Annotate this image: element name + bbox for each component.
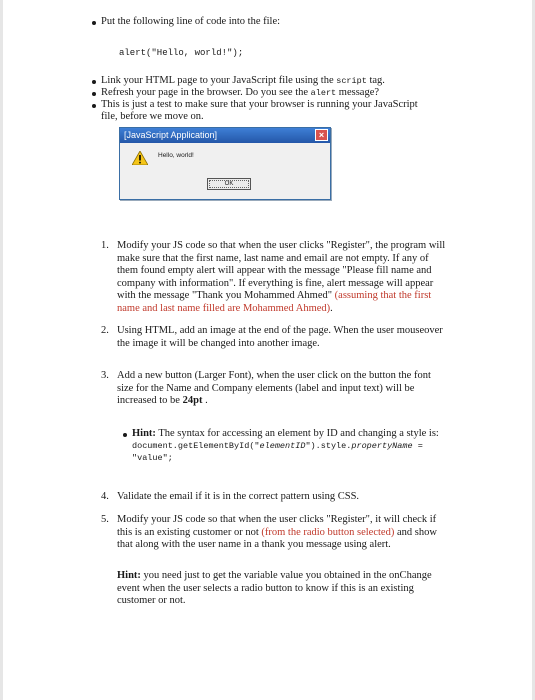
- item-1-line: them found empty alert will appear with the message "Please fill name and: [117, 265, 432, 276]
- item-1-line: [117, 290, 462, 303]
- text: Refresh your page in the browser. Do you see the: [101, 87, 311, 98]
- bullet-test-line1: This is just a test to make sure that your browser is running your JavaScript: [101, 99, 418, 110]
- item-number: 5.: [101, 514, 109, 525]
- item-5: [117, 514, 462, 552]
- code-inline: script: [336, 76, 367, 86]
- bullet-dot: [92, 104, 96, 108]
- hint-line: [117, 570, 462, 583]
- code-text: "value";: [132, 453, 173, 463]
- ok-button[interactable]: OK: [207, 178, 251, 190]
- red-text: name and last name filled are Mohammed Ahmed): [117, 302, 331, 314]
- item-number: 3.: [101, 370, 109, 381]
- hint-line: [132, 428, 462, 440]
- text: .: [330, 302, 333, 314]
- text: message?: [336, 87, 380, 98]
- code-text: document.getElementById(": [132, 441, 260, 451]
- hint-code-line: [132, 440, 462, 452]
- item-3-line: [117, 395, 462, 408]
- item-4: [117, 491, 462, 504]
- dialog-message: Hello, world!: [158, 152, 194, 159]
- text: and show: [394, 526, 437, 538]
- item-1-line: [117, 303, 462, 316]
- bold-text: Hint:: [117, 570, 141, 581]
- page-left-edge: [0, 0, 3, 700]
- item-2: [117, 325, 462, 350]
- hint-line: customer or not.: [117, 595, 186, 606]
- hint-line: event when the user selects a radio button to know if this is an existing: [117, 582, 414, 594]
- alert-dialog: [119, 127, 331, 200]
- bullet-refresh: [101, 87, 379, 100]
- bullet-link-js: [101, 75, 385, 88]
- item-number: 1.: [101, 240, 109, 251]
- bullet-test-line2: file, before we move on.: [101, 111, 204, 122]
- bullet-put-code: Put the following line of code into the file:: [101, 16, 281, 27]
- bold-text: Hint:: [132, 428, 156, 439]
- bullet-dot: [123, 433, 127, 437]
- hint-onchange: [117, 570, 462, 608]
- item-5-line: Modify your JS code so that when the user clicks "Register", it will check if: [117, 514, 437, 525]
- bullet-dot: [92, 92, 96, 96]
- item-5-line: that along with the user name in a thank you message using alert.: [117, 539, 391, 550]
- item-3-line: size for the Name and Company elements (label and input text) will be: [117, 382, 415, 394]
- item-4-line: Validate the email if it is in the correct pattern using CSS.: [117, 491, 360, 502]
- text: Link your HTML page to your JavaScript file using the: [101, 75, 337, 86]
- item-5-line: [117, 527, 462, 540]
- item-1: [117, 240, 462, 315]
- code-italic: elementID: [259, 441, 306, 451]
- hint-code-line: [132, 452, 462, 464]
- red-text: (assuming that the first: [334, 290, 432, 301]
- item-3-line: Add a new button (Larger Font), when the user click on the button the font: [117, 370, 431, 381]
- text: increased to be: [117, 395, 183, 406]
- item-1-line: make sure that the first name, last name and email are not empty. If any of: [117, 252, 429, 264]
- text: with the message "Thank you Mohammed Ahmed": [117, 290, 335, 301]
- item-3: [117, 370, 462, 408]
- item-1-line: Modify your JS code so that when the user clicks "Register", the program will: [117, 240, 446, 251]
- text: you need just to get the variable value you obtained in the onChange: [140, 570, 432, 581]
- bold-text: 24pt: [182, 395, 203, 406]
- bullet-dot: [92, 80, 96, 84]
- item-number: 2.: [101, 325, 109, 336]
- close-icon[interactable]: ×: [315, 129, 328, 141]
- hint-syntax: [132, 428, 462, 464]
- red-text: (from the radio button selected): [261, 526, 395, 538]
- code-text: ").style.: [305, 441, 352, 451]
- item-2-line: Using HTML, add an image at the end of the page. When the user mouseover: [117, 325, 443, 336]
- warning-icon: [132, 151, 148, 165]
- bullet-dot: [92, 21, 96, 25]
- code-inline: alert: [310, 88, 337, 98]
- code-italic: propertyName: [351, 441, 413, 451]
- item-number: 4.: [101, 491, 109, 502]
- code-alert-line: alert("Hello, world!");: [119, 48, 244, 58]
- text: The syntax for accessing an element by ID and changing a style is:: [155, 428, 439, 439]
- text: .: [202, 395, 208, 406]
- dialog-title: [JavaScript Application]: [120, 128, 330, 143]
- text: tag.: [366, 75, 385, 86]
- text: this is an existing customer or not: [117, 526, 262, 538]
- item-2-line: the image it will be changed into another image.: [117, 337, 320, 349]
- code-text: =: [412, 441, 423, 451]
- item-1-line: company with information". If everything is fine, alert message will appear: [117, 277, 434, 289]
